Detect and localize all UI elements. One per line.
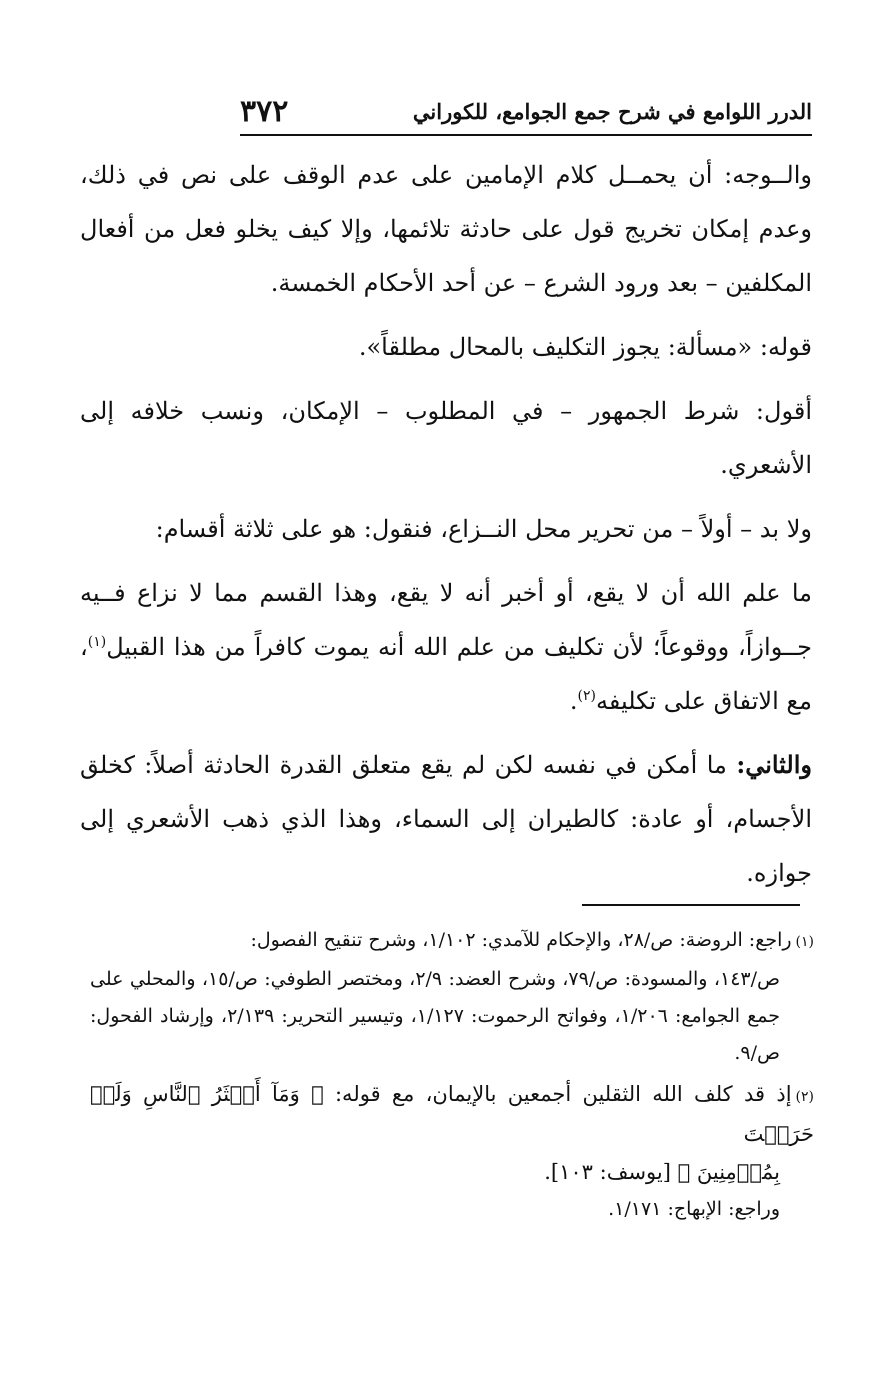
page-header: [240, 88, 812, 136]
footnotes: [90, 922, 814, 1232]
footnote-text: ص/١٤٣، والمسودة: ص/٧٩، وشرح العضد: ٢/٩، ومختصر الطوفي: ص/١٥، والمحلي على جمع الجوامع: ١/٢٠٦، وفواتح الرحموت: ١/١٢٧، وتيسير التحرير: ٢/١٣٩، وإرشاد الفحول: ص/٩.: [90, 968, 780, 1064]
paragraph: ولا بد – أولاً – من تحرير محل النــزاع، فنقول: هو على ثلاثة أقسام:: [155, 515, 812, 543]
footnote-text: راجع: الروضة: ص/٢٨، والإحكام للآمدي: ١/١٠٢، وشرح تنقيح الفصول:: [250, 929, 792, 951]
footnote-ref-1[interactable]: (١): [87, 634, 107, 650]
footnote-number: (٢): [795, 1089, 814, 1105]
paragraph-text: .: [569, 687, 578, 715]
footnote-text: بِمُؤۡمِنِينَ ﴾ [يوسف: ١٠٣].: [544, 1160, 780, 1184]
page-number: ٣٧٢: [240, 93, 289, 129]
footnote-1: [90, 922, 814, 1072]
footnote-2: [90, 1076, 814, 1228]
paragraph-text: ، مع الاتفاق على تكليفه: [80, 633, 812, 715]
paragraph: [80, 566, 812, 728]
paragraph-text: ما أمكن في نفسه لكن لم يقع متعلق القدرة الحادثة أصلاً: كخلق الأجسام، أو عادة: كالطيران إلى السماء، وهذا الذي ذهب الأشعري إلى جوازه.: [80, 751, 812, 887]
paragraph-text: ما علم الله أن لا يقع، أو أخبر أنه لا يقع، وهذا القسم مما لا نزاع فــيه جــوازاً، ووقوعاً؛ لأن تكليف من علم الله أنه يموت كافراً من هذا القبيل: [80, 579, 812, 661]
footnote-text: إذ قد كلف الله الثقلين أجمعين بالإيمان، مع قوله: ﴿ وَمَآ أَكۡثَرُ ٱلنَّاسِ وَلَوۡ حَرَصۡتَ: [90, 1082, 814, 1146]
running-title: الدرر اللوامع في شرح جمع الجوامع، للكوراني: [412, 98, 812, 124]
paragraph: [80, 738, 812, 900]
main-text: [80, 148, 812, 910]
paragraph: قوله: «مسألة: يجوز التكليف بالمحال مطلقاً».: [358, 333, 812, 361]
paragraph: أقول: شرط الجمهور – في المطلوب – الإمكان، ونسب خلافه إلى الأشعري.: [80, 397, 812, 479]
footnote-divider: [582, 904, 800, 906]
footnote-number: (١): [795, 934, 814, 950]
paragraph-lead: والثاني:: [736, 750, 812, 779]
paragraph: والــوجه: أن يحمــل كلام الإمامين على عدم الوقف على نص في ذلك، وعدم إمكان تخريج قول على حادثة تلائمها، وإلا كيف يخلو فعل من أفعال المكلفين – بعد ورود الشرع – عن أحد الأحكام الخمسة.: [80, 161, 812, 297]
footnote-text: وراجع: الإبهاج: ١/١٧١.: [608, 1198, 780, 1220]
footnote-ref-2[interactable]: (٢): [577, 688, 596, 704]
